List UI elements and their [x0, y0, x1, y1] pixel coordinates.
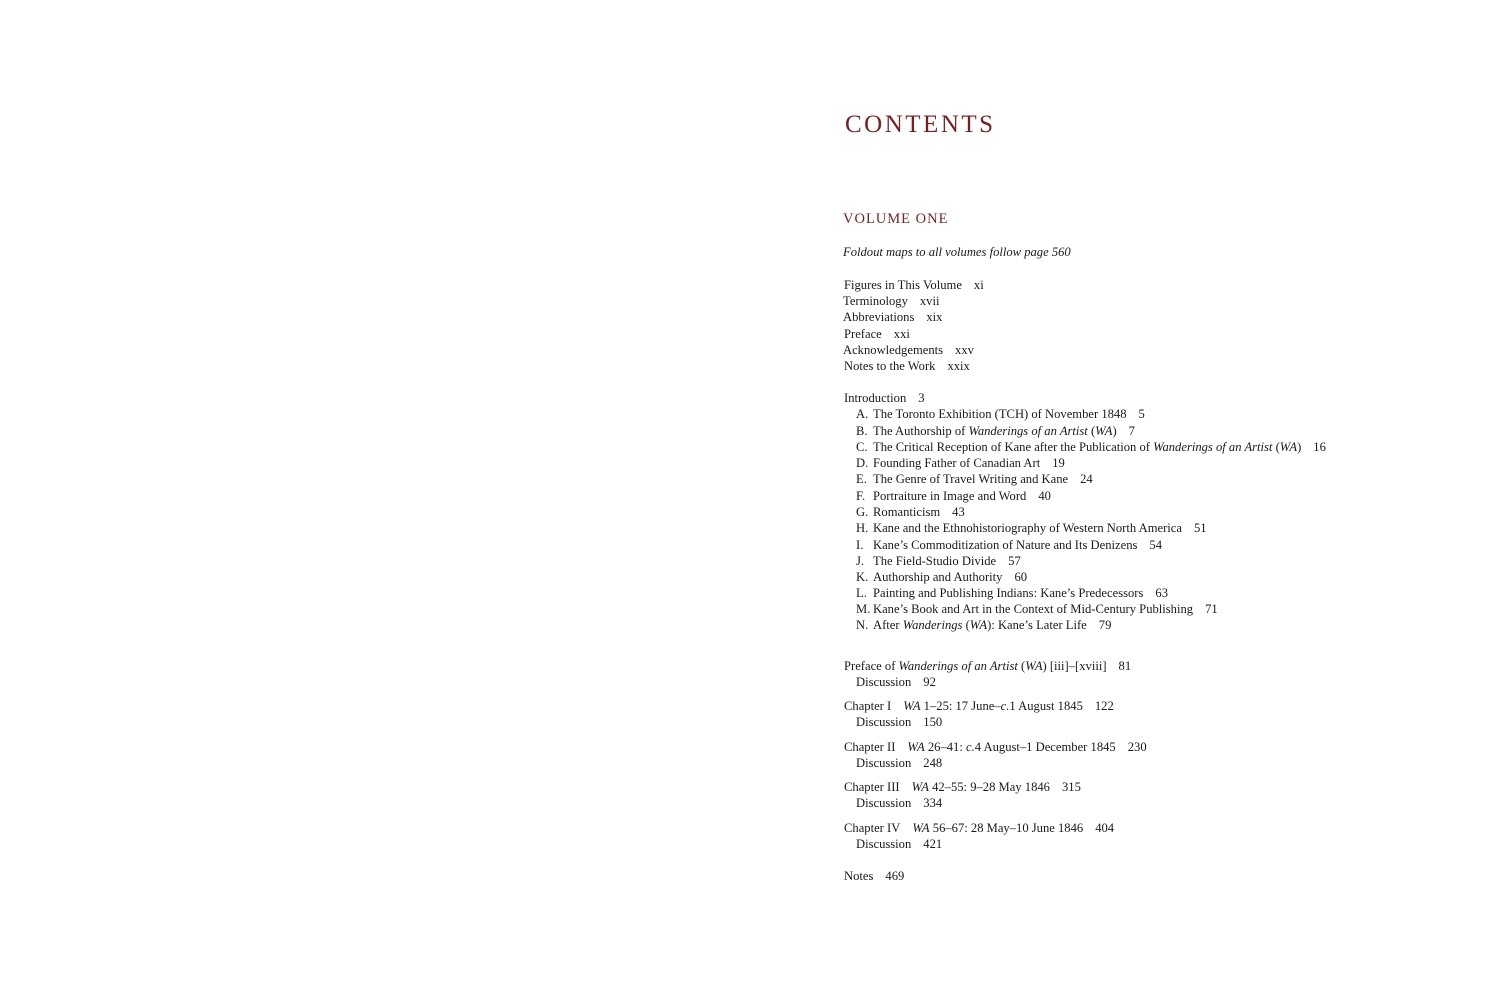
page-title: CONTENTS — [845, 111, 996, 138]
toc-subentry-discussion: Discussion 421 — [856, 837, 943, 851]
toc-entry-chapter: Chapter III WA 42–55: 9–28 May 1846 315 — [844, 780, 1081, 794]
toc-subentry: N. After Wanderings (WA): Kane’s Later Life 79 — [856, 618, 1112, 632]
toc-subentry: L. Painting and Publishing Indians: Kane’s Predecessors 63 — [856, 586, 1168, 600]
toc-entry-chapter: Chapter I WA 1–25: 17 June–c.1 August 1845 122 — [844, 699, 1114, 713]
toc-subentry: F. Portraiture in Image and Word 40 — [856, 489, 1051, 503]
toc-entry-preface-wa: Preface of Wanderings of an Artist (WA) [iii]–[xviii] 81 — [844, 659, 1132, 673]
toc-entry: Notes to the Work xxix — [844, 359, 970, 373]
toc-subentry: M. Kane’s Book and Art in the Context of Mid-Century Publishing 71 — [856, 602, 1218, 616]
toc-entry-chapter: Chapter IV WA 56–67: 28 May–10 June 1846 404 — [844, 821, 1115, 835]
toc-entry: Preface xxi — [844, 327, 910, 341]
toc-entry-notes: Notes 469 — [844, 869, 905, 883]
volume-heading: VOLUME ONE — [843, 211, 949, 227]
toc-subentry: B. The Authorship of Wanderings of an Artist (WA) 7 — [856, 424, 1135, 438]
toc-entry: Acknowledgements xxv — [843, 343, 974, 357]
foldout-note: Foldout maps to all volumes follow page 560 — [843, 245, 1071, 259]
toc-subentry: D. Founding Father of Canadian Art 19 — [856, 456, 1065, 470]
toc-subentry-discussion: Discussion 248 — [856, 756, 943, 770]
toc-entry: Terminology xvii — [843, 294, 940, 308]
toc-subentry: J. The Field-Studio Divide 57 — [856, 554, 1021, 568]
toc-subentry-discussion: Discussion 92 — [856, 675, 936, 689]
toc-subentry: I. Kane’s Commoditization of Nature and Its Denizens 54 — [856, 538, 1162, 552]
toc-subentry: E. The Genre of Travel Writing and Kane 24 — [856, 472, 1093, 486]
toc-subentry: C. The Critical Reception of Kane after the Publication of Wanderings of an Artist (WA) 16 — [856, 440, 1326, 454]
toc-subentry: K. Authorship and Authority 60 — [856, 570, 1028, 584]
toc-entry: Figures in This Volume xi — [844, 278, 984, 292]
toc-subentry-discussion: Discussion 150 — [856, 715, 943, 729]
toc-subentry: H. Kane and the Ethnohistoriography of Western North America 51 — [856, 521, 1207, 535]
toc-entry-introduction: Introduction 3 — [844, 391, 925, 405]
toc-subentry: G. Romanticism 43 — [856, 505, 965, 519]
toc-entry-chapter: Chapter II WA 26–41: c.4 August–1 December 1845 230 — [844, 740, 1147, 754]
toc-subentry: A. The Toronto Exhibition (TCH) of November 1848 5 — [856, 407, 1145, 421]
toc-entry: Abbreviations xix — [843, 310, 943, 324]
toc-subentry-discussion: Discussion 334 — [856, 796, 943, 810]
